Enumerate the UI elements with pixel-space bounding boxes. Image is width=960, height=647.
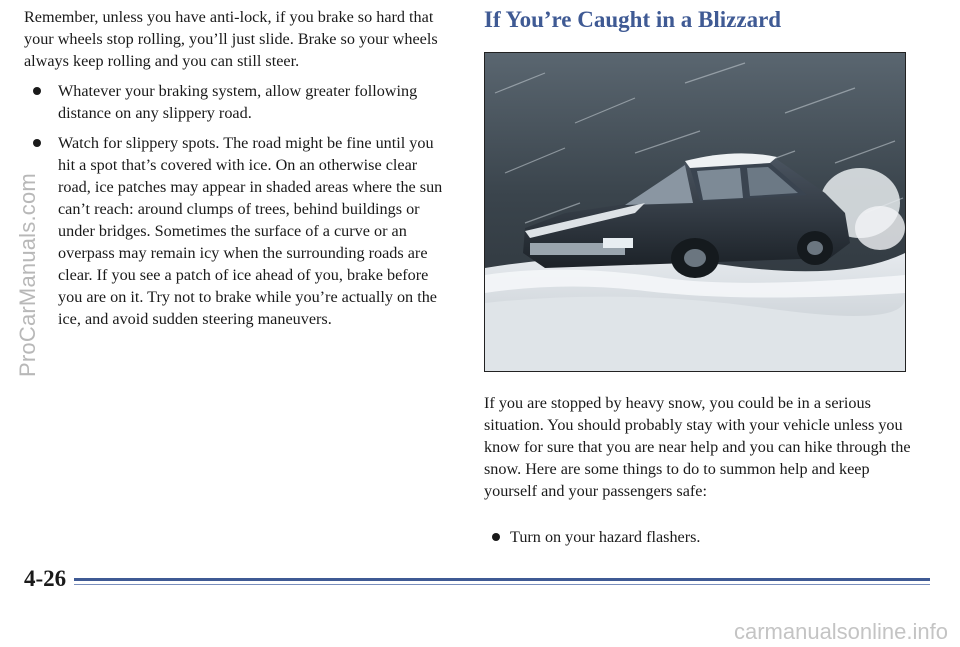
footer-rule-thin (74, 584, 930, 585)
side-watermark: ProCarManuals.com (15, 173, 40, 377)
page-number: 4-26 (24, 566, 67, 591)
page-footer (24, 566, 904, 596)
list-item-text: Whatever your braking system, allow greater following distance on any slippery road. (58, 82, 418, 122)
intro-paragraph: Remember, unless you have anti-lock, if you brake so hard that your wheels stop rolling, you’ll just slide. Brake so your wheels always keep rolling and you can still steer. (24, 8, 438, 70)
list-item-text: Watch for slippery spots. The road might be fine until you hit a spot that’s covered with ice. On an otherwise clear road, ice patches may appear in shaded areas where the sun can’t reach: around clumps of trees, behind buildings or under bridges. Sometimes the surface of a curve or an overpass may remain icy when the surrounding roads are clear. If you see a patch of ice ahead of you, brake before you are on it. Try not to brake while you’re actually on the ice, and avoid sudden steering maneuvers. (58, 134, 443, 328)
list-item-text: Turn on your hazard flashers. (510, 528, 701, 546)
bottom-watermark: carmanualsonline.info (733, 619, 948, 644)
left-column (24, 6, 444, 338)
blizzard-paragraph: If you are stopped by heavy snow, you could be in a serious situation. You should probably stay with your vehicle unless you know for sure that you are near help and you can hike through the snow. Here are some things to do to summon help and keep yourself and your passengers safe: (484, 394, 911, 500)
section-heading: If You’re Caught in a Blizzard (484, 7, 782, 32)
right-column (484, 6, 924, 546)
bullet-icon (492, 533, 500, 541)
footer-rule (74, 578, 930, 581)
list-item (24, 80, 444, 124)
bullet-icon (33, 139, 41, 147)
list-item (24, 132, 444, 330)
bullet-list (24, 80, 444, 330)
bullet-icon (33, 87, 41, 95)
blizzard-car-photo (484, 52, 906, 372)
list-item (484, 526, 914, 548)
